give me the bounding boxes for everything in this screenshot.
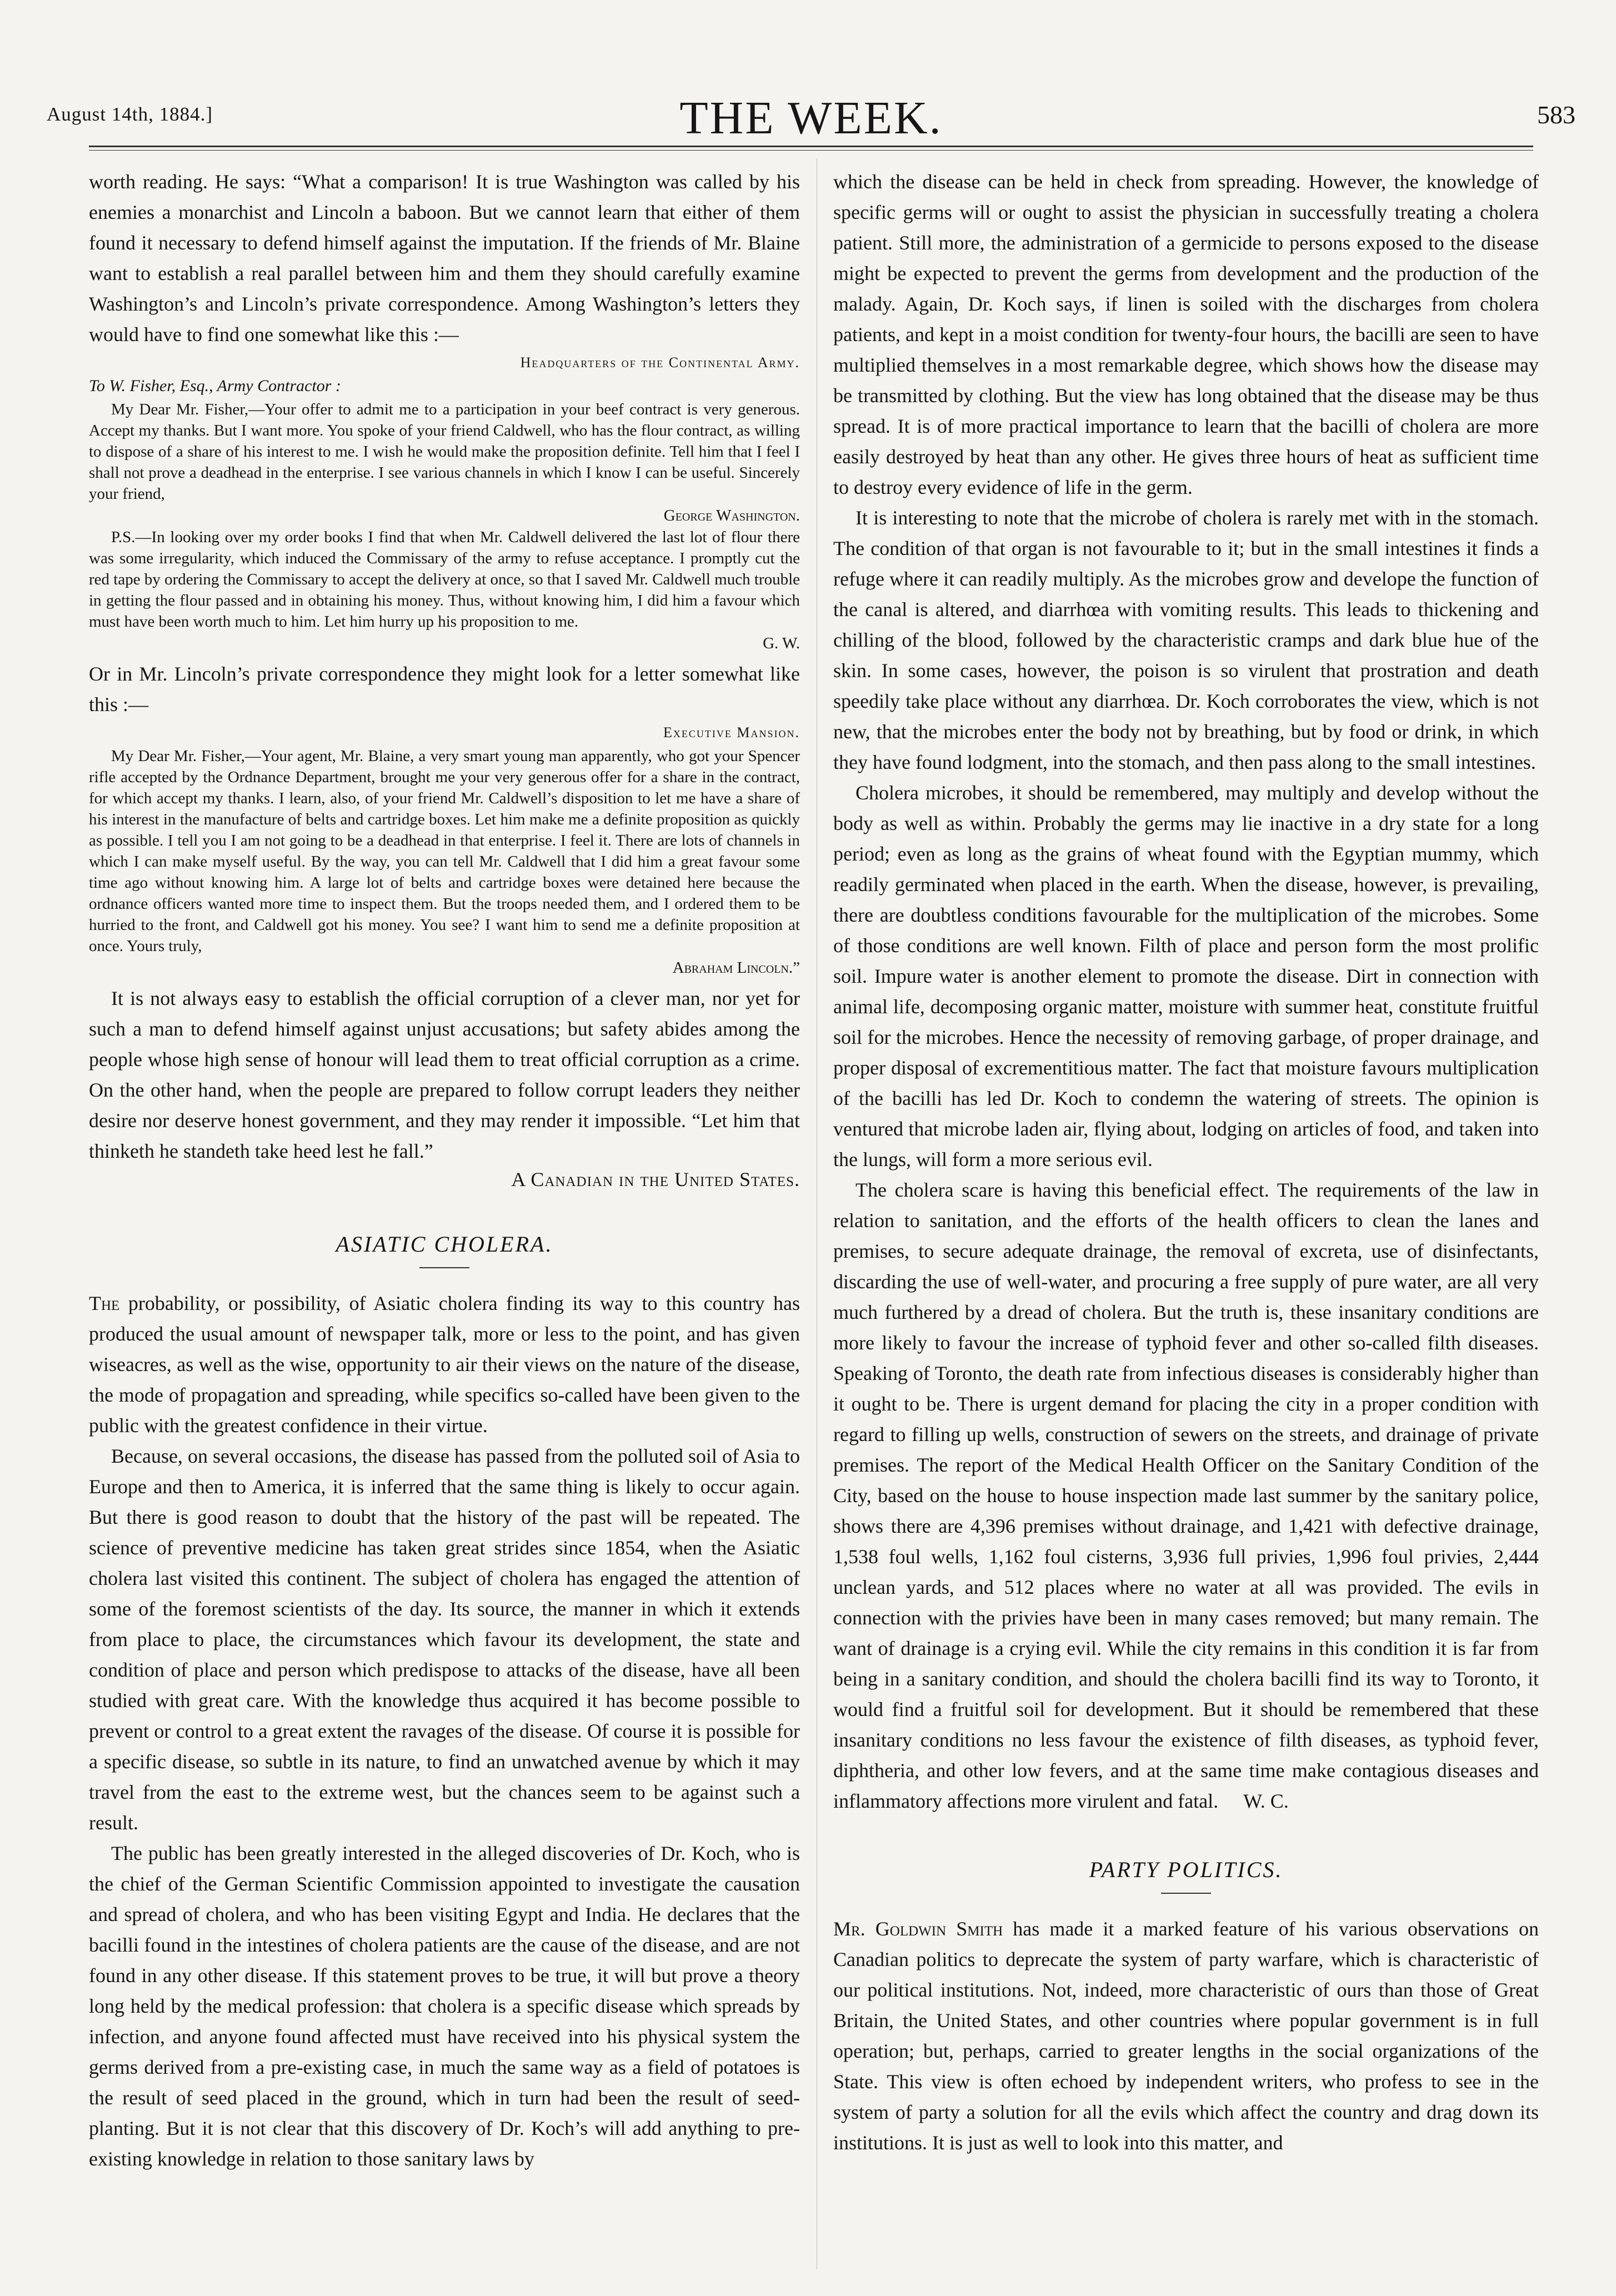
paragraph: Cholera microbes, it should be remembered, may multiply and develop without the body as well as within. Probably the germs may lie inactive in a dry state for a long period; even as long as the grains of wheat found with the Egyptian mummy, which readily germinated when placed in the earth. When the disease, however, is prevailing, there are doubtless conditions favourable for the multiplication of the microbes. Some of those conditions are well known. Filth of place and person form the most prolific soil. Impure water is another element to promote the disease. Dirt in connection with animal life, decomposing organic matter, moisture with summer heat, constitute fruitful soil for the microbes. Hence the necessity of removing garbage, of proper drainage, and proper disposal of excrementitious matter. The fact that moisture favours multiplication of the bacilli has led Dr. Koch to condemn the watering of streets. The opinion is ventured that microbe laden air, flying about, lodging on articles of food, and taken into the lungs, will form a more serious evil. (833, 782, 1539, 1170)
paragraph (833, 1175, 1539, 1817)
paragraph: The public has been greatly interested in the alleged discoveries of Dr. Koch, who is the chief of the German Scientific Commission appointed to investigate the causation and spread of cholera, and who has been visiting Egypt and India. He declares that the bacilli found in the intestines of cholera patients are the cause of the disease, and are not found in any other disease. If this statement proves to be true, it will but prove a theory long held by the medical profession: that cholera is a specific disease which spreads by infection, and anyone found affected must have received into his physical system the germs derived from a pre-existing case, in much the same way as a field of potatoes is the result of seed placed in the ground, which in turn had been the result of seed-planting. But it is not clear that this discovery of Dr. Koch’s will add anything to pre-existing knowledge in relation to those sanitary laws by (89, 1842, 800, 2170)
header-rule (89, 146, 1533, 147)
letter-body: My Dear Mr. Fisher,—Your offer to admit me to a participation in your beef contract is very generous. Accept my thanks. But I want more. You spoke of your friend Caldwell, who has the flour contract, as willing to dispose of a share of his interest to me. I wish he would make the proposition definite. Tell him that I feel I shall not prove a deadhead in the enterprise. I see various channels in which I know I can be useful. Sincerely your friend, (89, 401, 800, 503)
section-heading: PARTY POLITICS. (1089, 1857, 1283, 1882)
letter-body: My Dear Mr. Fisher,—Your agent, Mr. Blaine, a very smart young man apparently, who got your Spencer rifle accepted by the Ordnance Department, brought me your very generous offer for a share in the contract, for which accept my thanks. I learn, also, of your friend Mr. Caldwell’s disposition to let me have a share of his interest in the manufacture of belts and cartridge boxes. Let him make me a definite proposition as quickly as possible. I tell you I am not going to be a deadhead in that enterprise. I feel it. There are lots of channels in which I can make myself useful. By the way, you can tell Mr. Caldwell that I did him a great favour some time ago without knowing him. A large lot of belts and cartridge boxes were detained here because the ordnance officers wanted more time to inspect them. But the troops needed them, and I ordered them to be hurried to the front, and Caldwell got his money. You see? I want him to send me a definite proposition at once. Yours truly, (89, 747, 800, 955)
issue-date: August 14th, 1884.] (47, 103, 213, 125)
paragraph-text: probability, or possibility, of Asiatic cholera finding its way to this country has produced the usual amount of newspaper talk, more or less to the point, and has given wiseacres, as well as the wise, opportunity to air their views on the nature of the disease, the mode of propagation and spreading, while specifics so-called have been given to the public with the greatest confidence in their virtue. (89, 1292, 800, 1437)
article-signature: A Canadian in the United States. (511, 1168, 800, 1190)
paragraph (833, 1914, 1539, 2158)
letter-signature: George Washington. (663, 507, 800, 524)
paragraph-text: has made it a marked feature of his various observations on Canadian politics to deprecate the system of party warfare, which is characteristic of our political institutions. Not, indeed, more characteristic of ours than those of Great Britain, the United States, and other countries where popular government is in full operation; but, perhaps, carried to greater lengths in the social organizations of the State. This view is often echoed by independent writers, who profess to see in the system of party a solution for all the evils which affect the country and drag down its institutions. It is just as well to look into this matter, and (833, 1918, 1539, 2154)
letter-address: To W. Fisher, Esq., Army Contractor : (89, 377, 341, 395)
paragraph: It is interesting to note that the microbe of cholera is rarely met with in the stomach. The condition of that organ is not favourable to it; but in the small intestines it finds a refuge where it can readily multiply. As the microbes grow and develope the function of the canal is altered, and diarrhœa with vomiting results. This leads to thickening and chilling of the blood, followed by the characteristic cramps and dark blue hue of the skin. In some cases, however, the poison is so virulent that prostration and death speedily take place without any diarrhœa. Dr. Koch corroborates the view, which is not new, that the microbes enter the body not by breathing, but by food or drink, in which they have found lodgment, into the stomach, and then pass along to the small intestines. (833, 507, 1539, 773)
masthead-title: THE WEEK. (679, 92, 943, 144)
letter-postscript: P.S.—In looking over my order books I find that when Mr. Caldwell delivered the last lot of flour there was some irregularity, which induced the Commissary of the army to refuse acceptance. I promptly cut the red tape by ordering the Commissary to accept the delivery at once, so that I saved Mr. Caldwell much trouble in getting the flour passed and in obtaining his money. Thus, without knowing him, I did him a favour which must have been worth much to him. Let him hurry up his proposition to me. (89, 528, 800, 631)
letter-heading: Headquarters of the Continental Army. (520, 354, 800, 371)
page-header (44, 83, 1578, 144)
heading-rule (1161, 1893, 1211, 1894)
lead-word: The (89, 1292, 120, 1314)
paragraph: Or in Mr. Lincoln’s private correspondence they might look for a letter somewhat like this :— (89, 663, 800, 716)
right-column (833, 167, 1539, 2158)
paragraph (89, 1288, 800, 1441)
paragraph: which the disease can be held in check from spreading. However, the knowledge of specific germs will or ought to assist the physician in successfully treating a cholera patient. Still more, the administration of a germicide to persons exposed to the disease might be expected to prevent the germs from development and the production of the malady. Again, Dr. Koch says, if linen is soiled with the discharges from cholera patients, and kept in a moist condition for twenty-four hours, the bacilli are seen to have multiplied themselves in a most remarkable degree, which shows how the disease may be transmitted by clothing. But the view has long obtained that the disease may be thus spread. It is of more practical importance to learn that the bacilli of cholera are more easily destroyed by heat than any other. He gives three hours of heat as sufficient time to destroy every evidence of life in the germ. (833, 171, 1539, 498)
paragraph: Because, on several occasions, the disease has passed from the polluted soil of Asia to Europe and then to America, it is inferred that the same thing is likely to occur again. But there is good reason to doubt that the history of the past will be repeated. The science of preventive medicine has taken great strides since 1854, when the Asiatic cholera last visited this continent. The subject of cholera has engaged the attention of some of the foremost scientists of the day. Its source, the manner in which it extends from place to place, the circumstances which favour its development, the state and condition of place and person which predispose to attacks of the disease, have all been studied with great care. With the knowledge thus acquired it has become possible to prevent or control to a great extent the ravages of the disease. Of course it is possible for a specific disease, so subtle in its nature, to find an unwatched avenue by which it may travel from the east to the extreme west, but the chances seem to be against such a result. (89, 1445, 800, 1834)
left-column (89, 167, 800, 2174)
paragraph-text: The cholera scare is having this beneficial effect. The requirements of the law in relation to sanitation, and the efforts of the health officers to clean the lanes and premises, to secure adequate drainage, the removal of excreta, use of disinfectants, discarding the use of well-water, and procuring a free supply of pure water, are all very much furthered by a dread of cholera. But the truth is, these insanitary conditions are more likely to favour the increase of typhoid fever and other so-called filth diseases. Speaking of Toronto, the death rate from infectious diseases is considerably higher than it ought to be. There is urgent demand for placing the city in a proper condition with regard to filling up wells, construction of sewers on the streets, and drainage of private premises. The report of the Medical Health Officer on the Sanitary Condition of the City, based on the house to house inspection made last summer by the sanitary police, shows there are 4,396 premises without drainage, and 1,421 with defective drainage, 1,538 foul wells, 1,162 foul cisterns, 3,936 full privies, 1,996 foul privies, 2,444 unclean yards, and 512 places where no water at all was provided. The evils in connection with the privies have been in many cases removed; but many remain. The want of drainage is a crying evil. While the city remains in this condition it is far from being in a sanitary condition, and should the cholera bacilli find its way to Toronto, it would find a fruitful soil for development. But it should be remembered that these insanitary conditions no less favour the existence of filth diseases, as typhoid fever, diphtheria, and other low fevers, and at the same time make contagious diseases and inflammatory affections more virulent and fatal. (833, 1179, 1539, 1812)
heading-rule (419, 1267, 469, 1268)
article-signature: W. C. (1243, 1790, 1289, 1812)
paragraph: worth reading. He says: “What a comparison! It is true Washington was called by his enemies a monarchist and Lincoln a baboon. But we cannot learn that either of them found it necessary to defend himself against the imputation. If the friends of Mr. Blaine want to establish a real parallel between him and them they should carefully examine Washington’s and Lincoln’s private correspondence. Among Washington’s letters they would have to find one somewhat like this :— (89, 171, 800, 346)
letter-signature: Abraham Lincoln.” (672, 959, 800, 977)
header-rule-thin (89, 150, 1533, 151)
lead-name: Mr. Goldwin Smith (833, 1918, 1003, 1940)
postscript-signature: G. W. (763, 634, 800, 652)
paragraph: It is not always easy to establish the official corruption of a clever man, nor yet for such a man to defend himself against unjust accusations; but safety abides among the people whose high sense of honour will lead them to treat official corruption as a crime. On the other hand, when the people are prepared to follow corrupt leaders they neither desire nor deserve honest government, and they may render it impossible. “Let him that thinketh he standeth take heed lest he fall.” (89, 987, 800, 1162)
page-number: 583 (1537, 101, 1575, 129)
letter-heading: Executive Mansion. (663, 724, 800, 741)
section-heading: ASIATIC CHOLERA. (336, 1232, 553, 1257)
